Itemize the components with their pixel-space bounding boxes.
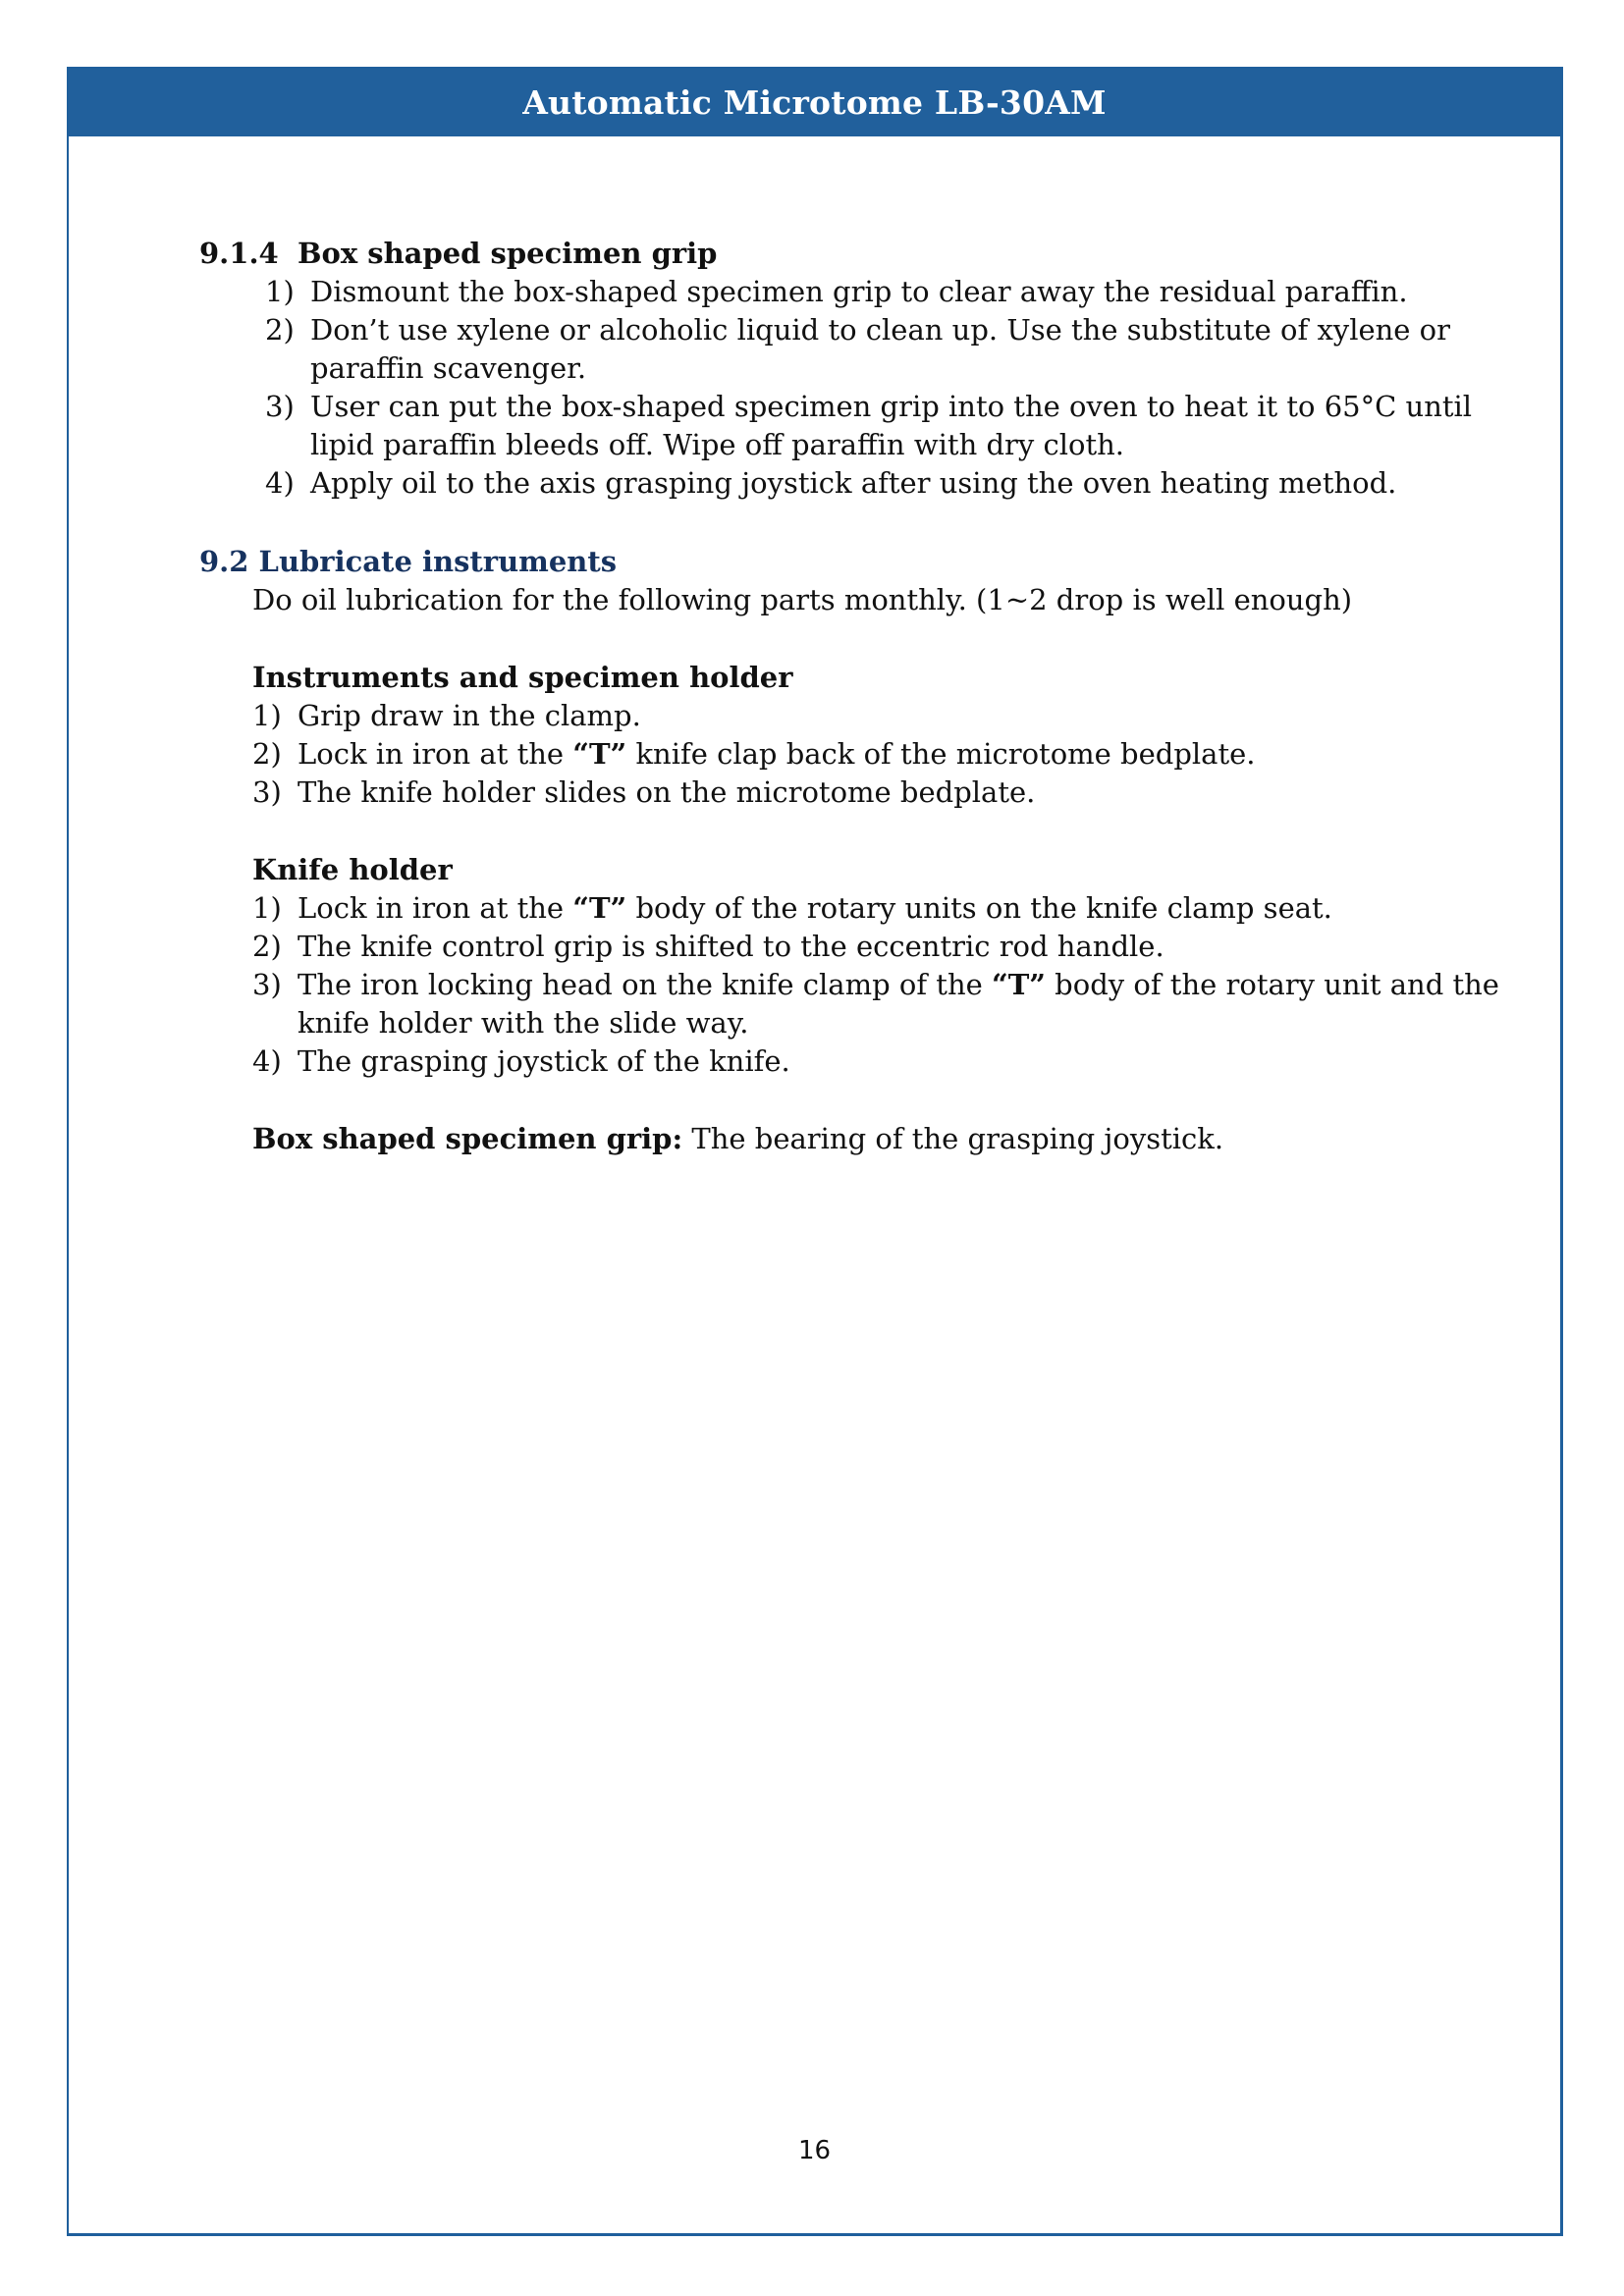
list-number: 3) (265, 390, 295, 423)
list-number: 1) (265, 275, 295, 308)
list-text: body of the rotary unit and the (1045, 968, 1499, 1001)
page-content (69, 69, 1560, 2233)
list-text: Lock in iron at the (298, 737, 573, 771)
note-label: Box shaped specimen grip: (252, 1122, 683, 1155)
list-item (265, 464, 1396, 504)
list-text: Apply oil to the axis grasping joystick after using the oven heating method. (310, 466, 1397, 500)
knife-holder-heading: Knife holder (252, 853, 453, 886)
list-text-bold: “T” (572, 737, 627, 771)
list-number: 4) (265, 466, 295, 500)
section-title: Box shaped specimen grip (298, 237, 718, 270)
list-item (252, 735, 1256, 774)
list-number: 4) (252, 1044, 282, 1078)
list-text: Lock in iron at the (298, 891, 573, 925)
list-text: Grip draw in the clamp. (298, 699, 641, 732)
page-frame (67, 67, 1563, 2236)
list-text: Don’t use xylene or alcoholic liquid to clean up. Use the substitute of xylene or (310, 313, 1451, 347)
box-grip-note (252, 1120, 1223, 1159)
list-number: 2) (252, 737, 282, 771)
list-number: 3) (252, 775, 282, 809)
list-item-continuation: lipid paraffin bleeds off. Wipe off paraffin with dry cloth. (310, 428, 1125, 461)
list-text: The knife control grip is shifted to the eccentric rod handle. (298, 930, 1164, 963)
list-number: 3) (252, 968, 282, 1001)
list-item (252, 1042, 790, 1082)
list-text: User can put the box-shaped specimen grip into the oven to heat it to 65°C until (310, 390, 1473, 423)
list-item (252, 928, 1164, 967)
section-92-intro: Do oil lubrication for the following parts monthly. (1~2 drop is well enough) (252, 583, 1353, 616)
list-text-bold: “T” (992, 968, 1046, 1001)
list-item (252, 889, 1332, 929)
list-item (265, 311, 1450, 350)
list-number: 2) (252, 930, 282, 963)
page-number: 16 (797, 2136, 832, 2165)
list-number: 1) (252, 699, 282, 732)
list-text: Dismount the box-shaped specimen grip to clear away the residual paraffin. (310, 275, 1408, 308)
list-item (252, 774, 1035, 813)
list-text: The knife holder slides on the microtome bedplate. (298, 775, 1036, 809)
list-text: body of the rotary units on the knife clamp seat. (626, 891, 1332, 925)
list-item (252, 966, 1499, 1005)
list-number: 2) (265, 313, 295, 347)
list-text: The iron locking head on the knife clamp of the (298, 968, 993, 1001)
section-914-heading (199, 235, 717, 274)
list-item-continuation: knife holder with the slide way. (298, 1006, 749, 1040)
list-number: 1) (252, 891, 282, 925)
list-item (252, 697, 641, 736)
section-92-heading: 9.2 Lubricate instruments (199, 545, 618, 578)
section-number: 9.1.4 (199, 237, 279, 270)
list-text: The grasping joystick of the knife. (298, 1044, 790, 1078)
list-item (265, 388, 1472, 427)
header-title: Automatic Microtome LB-30AM (522, 83, 1107, 122)
list-item-continuation: paraffin scavenger. (310, 351, 587, 385)
list-item (265, 273, 1408, 312)
instruments-heading: Instruments and specimen holder (252, 661, 793, 694)
note-text: The bearing of the grasping joystick. (682, 1122, 1224, 1155)
list-text-bold: “T” (572, 891, 627, 925)
list-text: knife clap back of the microtome bedplate. (626, 737, 1256, 771)
